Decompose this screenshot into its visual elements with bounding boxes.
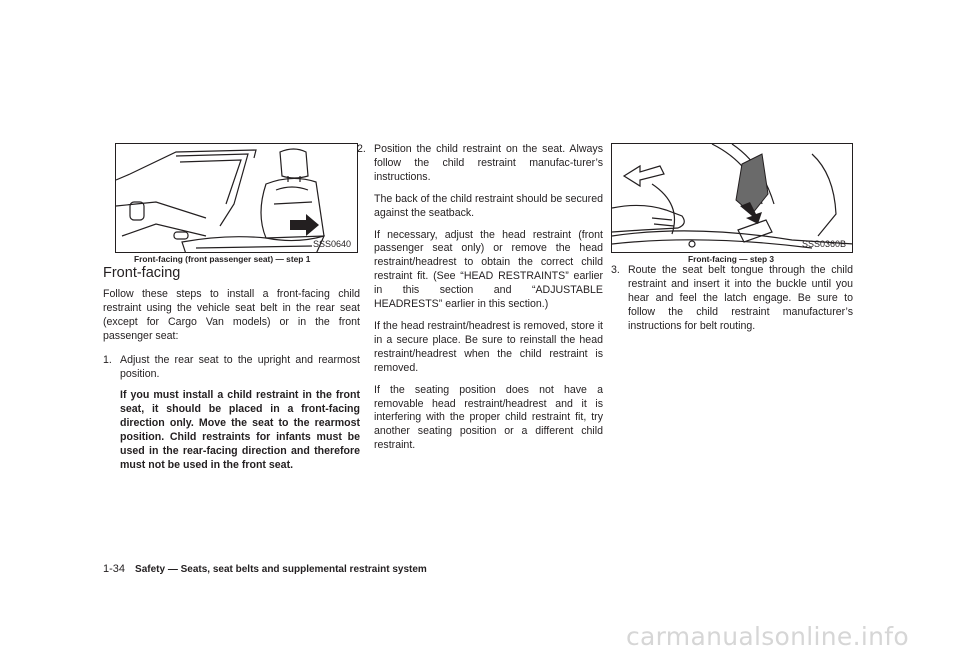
figure-child-restraint-buckle bbox=[611, 143, 853, 253]
page-number: 1-34 bbox=[103, 563, 126, 575]
column-1 bbox=[103, 288, 360, 483]
footer-section-title: Safety — Seats, seat belts and supplemental restraint system bbox=[135, 564, 427, 575]
figure-caption: Front-facing (front passenger seat) — step 1 bbox=[134, 254, 311, 264]
step-number: 3. bbox=[611, 264, 620, 276]
step-paragraph: If the head restraint/headrest is removed, store it in a secure place. Be sure to reinstall the head restraint/headrest when the child restraint is removed. bbox=[374, 319, 603, 374]
step-1 bbox=[103, 354, 360, 483]
intro-paragraph: Follow these steps to install a front-facing child restraint using the vehicle seat belt in the rear seat (except for Cargo Van models) or in the front passenger seat: bbox=[103, 288, 360, 342]
step-paragraph: If necessary, adjust the head restraint (front passenger seat only) or remove the head restraint/headrest to obtain the correct child restraint fit. (See “HEAD RESTRAINTS” earlier in this section and “ADJUSTABLE HEADRESTS” earlier in this section.) bbox=[374, 228, 603, 311]
figure-code: SSS0360B bbox=[801, 239, 846, 249]
step-text: Position the child restraint on the seat. Always follow the child restraint manufac-turer’s instructions. bbox=[374, 143, 603, 183]
column-3 bbox=[611, 264, 853, 334]
watermark: carmanualsonline.info bbox=[626, 622, 909, 651]
step-paragraph: If the seating position does not have a removable head restraint/headrest and it is interfering with the proper child restraint fit, try another seating position or a different child restraint. bbox=[374, 383, 603, 452]
direction-arrow-icon bbox=[290, 214, 319, 236]
warning-text: If you must install a child restraint in the front seat, it should be placed in a front-facing direction only. Move the seat to the rearmost position. Child restraints for infants must be used in the rear-facing direction and therefore must not be used in the front seat. bbox=[120, 389, 360, 471]
figure-caption: Front-facing — step 3 bbox=[688, 254, 775, 264]
step-text: Adjust the rear seat to the upright and rearmost position. bbox=[120, 353, 360, 380]
figure-code: SSS0640 bbox=[312, 239, 351, 249]
section-heading: Front-facing bbox=[103, 265, 181, 281]
seat-illustration bbox=[116, 144, 358, 253]
step-number: 1. bbox=[103, 353, 112, 366]
buckle-illustration bbox=[612, 144, 853, 253]
step-paragraph: The back of the child restraint should be secured against the seatback. bbox=[374, 192, 603, 219]
step-number: 2. bbox=[357, 143, 366, 155]
step-3 bbox=[611, 264, 853, 334]
step-text: Route the seat belt tongue through the child restraint and insert it into the buckle until you hear and feel the latch engage. Be sure to follow the child restraint manufacturer’s instructions for belt routing. bbox=[628, 264, 853, 332]
pull-arrow-icon bbox=[624, 166, 664, 186]
figure-front-passenger-seat bbox=[115, 143, 358, 253]
column-2 bbox=[357, 143, 603, 463]
page-footer bbox=[103, 563, 427, 575]
step-2 bbox=[357, 143, 603, 463]
